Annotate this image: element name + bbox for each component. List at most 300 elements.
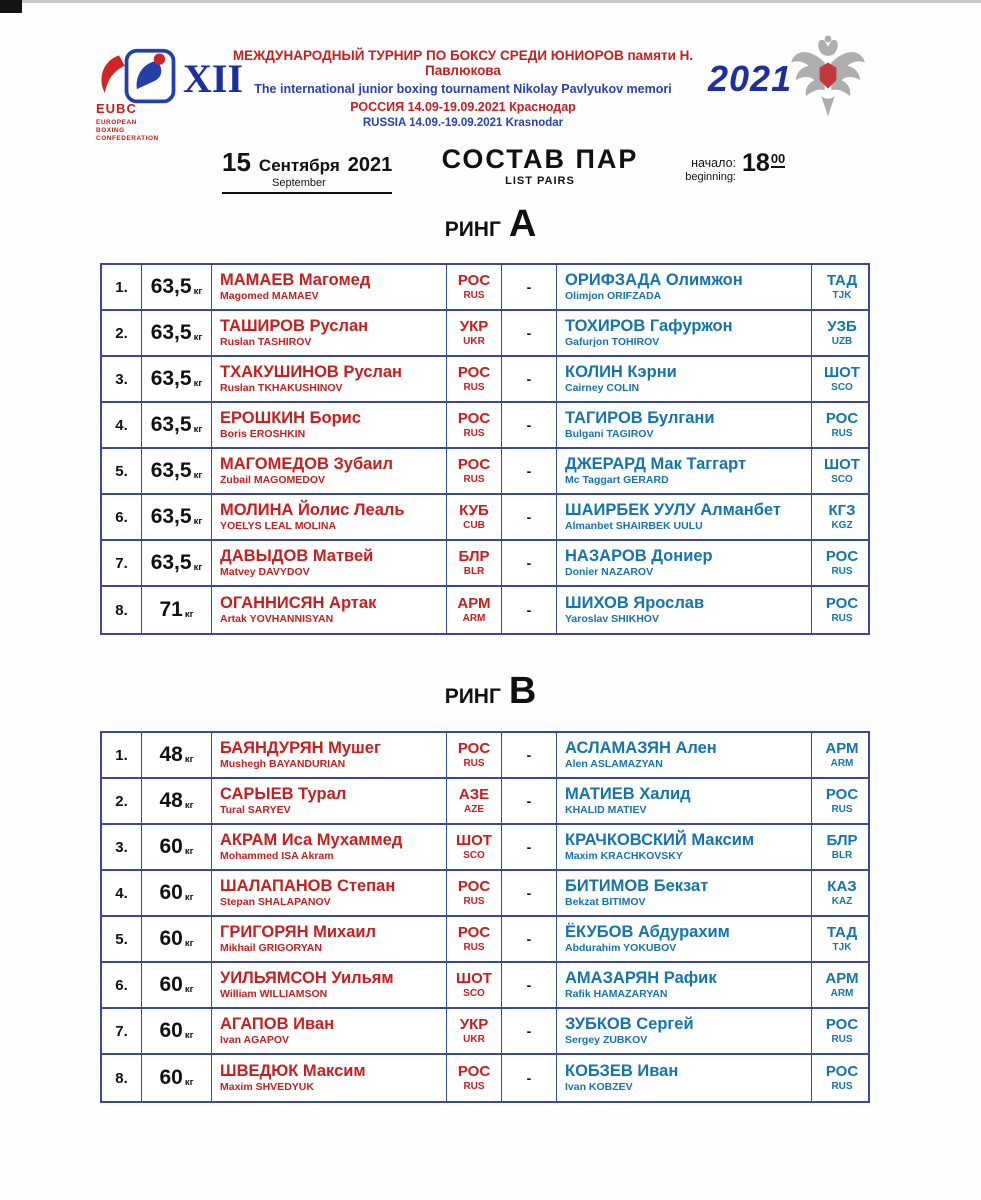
blue-country-code-latin: RUS (831, 428, 853, 439)
red-boxer-name: АГАПОВ Иван (220, 1015, 335, 1034)
weight-cell (142, 587, 212, 633)
blue-country-cell (812, 733, 872, 777)
red-boxer-cell (212, 357, 447, 401)
tournament-location-en: RUSSIA 14.09.-19.09.2021 Krasnodar (362, 117, 564, 129)
pair-row (102, 357, 868, 403)
red-boxer-name: МАГОМЕДОВ Зубаил (220, 455, 393, 474)
pair-row (102, 917, 868, 963)
blue-country-code: ШОТ (824, 364, 860, 381)
versus-dash: - (526, 602, 532, 618)
blue-country-code-latin: RUS (831, 804, 853, 815)
blue-boxer-name: МАТИЕВ Халид (565, 785, 691, 804)
pair-number: 1. (115, 746, 128, 764)
list-pairs-subtitle: LIST PAIRS (505, 175, 575, 187)
pair-number: 6. (115, 976, 128, 994)
blue-boxer-name: КРАЧКОВСКИЙ Максим (565, 831, 755, 850)
red-boxer-cell (212, 265, 447, 309)
blue-boxer-name-latin: Mc Taggart GERARD (565, 474, 669, 487)
pair-row (102, 587, 868, 633)
blue-country-code: РОС (825, 595, 859, 612)
weight-cell (142, 871, 212, 915)
red-country-code: РОС (457, 924, 491, 941)
weight-unit: кг (193, 286, 203, 297)
blue-boxer-cell (557, 733, 812, 777)
weight-unit: кг (193, 332, 203, 343)
date-day: 15 (222, 147, 251, 177)
red-boxer-cell (212, 449, 447, 493)
weight-cell (142, 541, 212, 585)
red-country-cell (447, 871, 502, 915)
red-boxer-name-latin: Ruslan TKHAKUSHINOV (220, 382, 343, 395)
blue-country-code-latin: RUS (831, 1034, 853, 1045)
red-boxer-name-latin: Mikhail GRIGORYAN (220, 942, 322, 955)
blue-boxer-cell (557, 587, 812, 633)
weight-unit: кг (193, 378, 203, 389)
weight-value: 48 (159, 743, 183, 766)
pair-number: 1. (115, 278, 128, 296)
edition-number: XII (183, 56, 244, 101)
red-boxer-name: ШВЕДЮК Максим (220, 1062, 366, 1081)
red-country-code-latin: SCO (463, 850, 485, 861)
ring-b-heading (0, 670, 981, 713)
eubc-org-line: EUROPEAN (96, 119, 137, 126)
blue-boxer-name: ТОХИРОВ Гафуржон (565, 317, 733, 336)
ring-b-pairs-table (100, 731, 870, 1103)
red-boxer-name-latin: Zubail MAGOMEDOV (220, 474, 325, 487)
pair-row (102, 871, 868, 917)
red-country-code-latin: SCO (463, 988, 485, 999)
red-boxer-name: ТХАКУШИНОВ Руслан (220, 363, 403, 382)
pair-row (102, 541, 868, 587)
weight-unit: кг (184, 984, 194, 995)
pair-number: 5. (115, 930, 128, 948)
weight-cell (142, 403, 212, 447)
weight-cell (142, 733, 212, 777)
weight-unit: кг (184, 1077, 194, 1088)
versus-dash: - (526, 463, 532, 479)
pair-number: 7. (115, 1022, 128, 1040)
blue-boxer-cell (557, 917, 812, 961)
blue-boxer-name: АМАЗАРЯН Рафик (565, 969, 717, 988)
versus-cell (502, 265, 557, 309)
list-pairs-title: СОСТАВ ПАР (441, 144, 639, 174)
red-country-cell (447, 541, 502, 585)
pair-row (102, 1009, 868, 1055)
red-country-code-latin: AZE (464, 804, 484, 815)
ring-word: РИНГ (444, 685, 501, 708)
pair-row (102, 733, 868, 779)
date-month-en: September (272, 177, 326, 189)
red-boxer-name-latin: Tural SARYEV (220, 804, 291, 817)
weight-unit: кг (193, 470, 203, 481)
pair-row (102, 779, 868, 825)
blue-boxer-name-latin: Almanbet SHAIRBEK UULU (565, 520, 703, 533)
weight-cell (142, 357, 212, 401)
tournament-location-ru: РОССИЯ 14.09-19.09.2021 Краснодар (350, 100, 576, 114)
versus-dash: - (526, 885, 532, 901)
pair-number-cell (102, 311, 142, 355)
red-boxer-cell (212, 779, 447, 823)
ring-letter: A (508, 203, 537, 245)
blue-country-cell (812, 871, 872, 915)
red-boxer-cell (212, 541, 447, 585)
weight-value: 60 (159, 973, 183, 996)
blue-boxer-name: БИТИМОВ Бекзат (565, 877, 709, 896)
pair-number-cell (102, 587, 142, 633)
red-country-code: ШОТ (456, 832, 492, 849)
blue-country-code-latin: UZB (831, 336, 853, 347)
weight-unit: кг (184, 754, 194, 765)
blue-boxer-name: ДЖЕРАРД Мак Таггарт (565, 455, 747, 474)
red-country-code: ШОТ (456, 970, 492, 987)
red-boxer-cell (212, 587, 447, 633)
red-country-cell (447, 403, 502, 447)
versus-cell (502, 825, 557, 869)
pair-number-cell (102, 917, 142, 961)
red-country-cell (447, 825, 502, 869)
scan-corner-artifact (0, 0, 22, 13)
tournament-title-ru: МЕЖДУНАРОДНЫЙ ТУРНИР ПО БОКСУ СРЕДИ ЮНИОРОВ памяти Н. Павлюкова (232, 48, 694, 78)
red-country-code: РОС (457, 456, 491, 473)
blue-boxer-name-latin: Rafik HAMAZARYAN (565, 988, 668, 1001)
weight-cell (142, 495, 212, 539)
pair-row (102, 1055, 868, 1101)
weight-cell (142, 1055, 212, 1101)
pair-number: 8. (115, 601, 128, 619)
blue-country-code-latin: BLR (831, 850, 853, 861)
pair-number-cell (102, 825, 142, 869)
pair-number-cell (102, 541, 142, 585)
blue-country-cell (812, 311, 872, 355)
pair-number-cell (102, 449, 142, 493)
red-boxer-name-latin: Artak YOVHANNISYAN (220, 613, 334, 626)
weight-cell (142, 779, 212, 823)
russia-emblem-icon (786, 34, 870, 133)
versus-cell (502, 1009, 557, 1053)
versus-dash: - (526, 1070, 532, 1086)
weight-cell (142, 449, 212, 493)
blue-country-code-latin: KAZ (831, 896, 853, 907)
weight-value: 63,5 (150, 459, 192, 482)
red-country-code: РОС (457, 1063, 491, 1080)
blue-country-cell (812, 917, 872, 961)
red-country-code-latin: RUS (463, 1081, 485, 1092)
red-boxer-name: БАЯНДУРЯН Мушег (220, 739, 381, 758)
blue-boxer-cell (557, 357, 812, 401)
blue-boxer-name: НАЗАРОВ Дониер (565, 547, 713, 566)
weight-unit: кг (193, 562, 203, 573)
red-country-code: РОС (457, 410, 491, 427)
red-boxer-name-latin: Ruslan TASHIROV (220, 336, 312, 349)
blue-boxer-name-latin: Olimjon ORIFZADA (565, 290, 662, 303)
blue-country-code: АРМ (825, 970, 859, 987)
versus-cell (502, 871, 557, 915)
red-country-code-latin: RUS (463, 758, 485, 769)
red-boxer-name-latin: Magomed MAMAEV (220, 290, 319, 303)
blue-boxer-cell (557, 265, 812, 309)
blue-boxer-name-latin: Bekzat BITIMOV (565, 896, 646, 909)
pair-row (102, 403, 868, 449)
blue-country-code-latin: SCO (831, 474, 853, 485)
blue-country-cell (812, 825, 872, 869)
blue-country-code-latin: RUS (831, 613, 853, 624)
blue-boxer-name-latin: Alen ASLAMAZYAN (565, 758, 663, 771)
versus-dash: - (526, 747, 532, 763)
red-country-code: БЛР (458, 548, 490, 565)
tournament-header (212, 48, 714, 129)
red-boxer-name-latin: Ivan AGAPOV (220, 1034, 290, 1047)
weight-value: 63,5 (150, 505, 192, 528)
weight-value: 63,5 (150, 275, 192, 298)
blue-country-code: РОС (825, 410, 859, 427)
start-hour: 18 (742, 149, 770, 177)
red-country-code-latin: RUS (463, 474, 485, 485)
weight-cell (142, 1009, 212, 1053)
blue-country-code-latin: TJK (832, 290, 852, 301)
versus-dash: - (526, 325, 532, 341)
versus-cell (502, 587, 557, 633)
eubc-org-name (96, 119, 184, 143)
blue-boxer-cell (557, 963, 812, 1007)
red-country-code: АРМ (457, 595, 491, 612)
eubc-org-line: CONFEDERATION (96, 135, 159, 142)
weight-unit: кг (184, 892, 194, 903)
pair-number: 3. (115, 370, 128, 388)
blue-country-code: ТАД (826, 272, 858, 289)
pair-number: 3. (115, 838, 128, 856)
red-country-cell (447, 357, 502, 401)
blue-country-code: РОС (825, 1016, 859, 1033)
red-country-cell (447, 1055, 502, 1101)
versus-dash: - (526, 279, 532, 295)
red-country-code: УКР (459, 318, 489, 335)
versus-dash: - (526, 417, 532, 433)
red-country-code: АЗЕ (458, 786, 490, 803)
red-boxer-cell (212, 311, 447, 355)
red-country-cell (447, 449, 502, 493)
blue-boxer-cell (557, 779, 812, 823)
weight-value: 63,5 (150, 321, 192, 344)
versus-cell (502, 779, 557, 823)
weight-unit: кг (184, 800, 194, 811)
pair-number-cell (102, 495, 142, 539)
red-boxer-name-latin: Maxim SHVEDYUK (220, 1081, 314, 1094)
blue-boxer-name: КОБЗЕВ Иван (565, 1062, 679, 1081)
pair-number: 7. (115, 554, 128, 572)
red-boxer-cell (212, 963, 447, 1007)
weight-value: 63,5 (150, 367, 192, 390)
red-boxer-name: ГРИГОРЯН Михаил (220, 923, 377, 942)
pair-number-cell (102, 1055, 142, 1101)
blue-country-code-latin: TJK (832, 942, 852, 953)
pair-row (102, 265, 868, 311)
red-country-cell (447, 265, 502, 309)
blue-country-code: АРМ (825, 740, 859, 757)
red-boxer-name: ОГАННИСЯН Артак (220, 594, 377, 613)
weight-unit: кг (193, 424, 203, 435)
red-boxer-cell (212, 917, 447, 961)
versus-dash: - (526, 1023, 532, 1039)
red-country-code: РОС (457, 272, 491, 289)
blue-boxer-name: АСЛАМАЗЯН Ален (565, 739, 717, 758)
blue-country-code: ШОТ (824, 456, 860, 473)
weight-value: 63,5 (150, 551, 192, 574)
blue-boxer-name: КОЛИН Кэрни (565, 363, 677, 382)
ring-a-heading (0, 203, 981, 246)
red-country-code: УКР (459, 1016, 489, 1033)
weight-unit: кг (184, 846, 194, 857)
blue-country-cell (812, 1009, 872, 1053)
weight-cell (142, 963, 212, 1007)
red-country-code-latin: UKR (463, 1034, 485, 1045)
weight-unit: кг (184, 1030, 194, 1041)
pair-number-cell (102, 265, 142, 309)
weight-cell (142, 265, 212, 309)
pair-number-cell (102, 357, 142, 401)
pair-number: 4. (115, 884, 128, 902)
versus-cell (502, 733, 557, 777)
eubc-logo (92, 46, 184, 143)
ring-word: РИНГ (444, 218, 501, 241)
red-boxer-name-latin: Boris EROSHKIN (220, 428, 306, 441)
blue-boxer-cell (557, 403, 812, 447)
blue-boxer-name: ОРИФЗАДА Олимжон (565, 271, 743, 290)
blue-country-cell (812, 541, 872, 585)
blue-boxer-cell (557, 449, 812, 493)
start-time (742, 149, 785, 178)
red-country-cell (447, 311, 502, 355)
pair-row (102, 495, 868, 541)
red-boxer-name: ШАЛАПАНОВ Степан (220, 877, 396, 896)
eubc-abbr: EUBC (96, 101, 137, 116)
blue-boxer-name-latin: Yaroslav SHIKHOV (565, 613, 659, 626)
blue-country-code: РОС (825, 786, 859, 803)
blue-country-code-latin: ARM (830, 758, 854, 769)
blue-boxer-name-latin: Donier NAZAROV (565, 566, 654, 579)
red-country-cell (447, 495, 502, 539)
red-country-code-latin: RUS (463, 290, 485, 301)
blue-boxer-cell (557, 541, 812, 585)
pair-row (102, 449, 868, 495)
blue-boxer-name-latin: Gafurjon TOHIROV (565, 336, 660, 349)
start-minutes: 00 (770, 151, 786, 166)
date-month: Сентября (258, 156, 340, 175)
blue-country-cell (812, 779, 872, 823)
blue-boxer-cell (557, 311, 812, 355)
red-boxer-cell (212, 825, 447, 869)
weight-value: 60 (159, 927, 183, 950)
versus-dash: - (526, 371, 532, 387)
red-country-code-latin: CUB (463, 520, 485, 531)
red-country-code-latin: ARM (462, 613, 486, 624)
pair-row (102, 825, 868, 871)
blue-boxer-name-latin: Bulgani TAGIROV (565, 428, 654, 441)
blue-boxer-cell (557, 1009, 812, 1053)
weight-unit: кг (184, 609, 194, 620)
year-badge: 2021 (708, 58, 793, 99)
red-boxer-cell (212, 871, 447, 915)
blue-country-code-latin: ARM (830, 988, 854, 999)
versus-cell (502, 963, 557, 1007)
weight-value: 48 (159, 789, 183, 812)
blue-country-cell (812, 587, 872, 633)
blue-country-code: РОС (825, 1063, 859, 1080)
blue-country-code: КГЗ (828, 502, 856, 519)
blue-country-code: УЗБ (827, 318, 857, 335)
weight-unit: кг (193, 516, 203, 527)
red-boxer-name: САРЫЕВ Турал (220, 785, 347, 804)
red-boxer-cell (212, 495, 447, 539)
start-label-en: beginning: (685, 171, 736, 183)
pair-row (102, 963, 868, 1009)
eubc-org-line: BOXING (96, 127, 125, 134)
red-country-cell (447, 779, 502, 823)
weight-value: 63,5 (150, 413, 192, 436)
blue-country-code: ТАД (826, 924, 858, 941)
blue-boxer-name-latin: Cairney COLIN (565, 382, 640, 395)
pair-number-cell (102, 733, 142, 777)
versus-cell (502, 311, 557, 355)
versus-dash: - (526, 509, 532, 525)
blue-boxer-name-latin: Sergey ZUBKOV (565, 1034, 648, 1047)
blue-boxer-name-latin: Ivan KOBZEV (565, 1081, 633, 1094)
blue-boxer-name: ЗУБКОВ Сергей (565, 1015, 694, 1034)
blue-boxer-name-latin: KHALID MATIEV (565, 804, 647, 817)
blue-boxer-name-latin: Maxim KRACHKOVSKY (565, 850, 683, 863)
red-country-cell (447, 1009, 502, 1053)
ring-letter: B (508, 670, 537, 712)
pair-number: 4. (115, 416, 128, 434)
blue-boxer-cell (557, 495, 812, 539)
red-boxer-cell (212, 733, 447, 777)
event-date (222, 147, 392, 194)
pair-number-cell (102, 1009, 142, 1053)
red-boxer-name-latin: Mushegh BAYANDURIAN (220, 758, 346, 771)
versus-cell (502, 917, 557, 961)
red-boxer-name-latin: YOELYS LEAL MOLINA (220, 520, 337, 533)
versus-dash: - (526, 931, 532, 947)
blue-boxer-cell (557, 825, 812, 869)
red-country-cell (447, 963, 502, 1007)
blue-country-cell (812, 449, 872, 493)
pair-number-cell (102, 963, 142, 1007)
red-country-code-latin: RUS (463, 382, 485, 393)
red-boxer-cell (212, 1009, 447, 1053)
scan-edge-artifact (0, 0, 981, 3)
red-boxer-name: ЕРОШКИН Борис (220, 409, 361, 428)
red-boxer-name: ТАШИРОВ Руслан (220, 317, 369, 336)
pair-number: 5. (115, 462, 128, 480)
blue-country-code: РОС (825, 548, 859, 565)
blue-boxer-name-latin: Abdurahim YOKUBOV (565, 942, 677, 955)
red-country-cell (447, 587, 502, 633)
blue-boxer-name: ЁКУБОВ Абдурахим (565, 923, 730, 942)
weight-cell (142, 311, 212, 355)
event-date-line (222, 147, 392, 178)
red-country-code-latin: BLR (463, 566, 485, 577)
blue-boxer-name: ТАГИРОВ Булгани (565, 409, 715, 428)
red-boxer-cell (212, 1055, 447, 1101)
start-time-label (648, 156, 736, 183)
weight-value: 60 (159, 1066, 183, 1089)
versus-cell (502, 1055, 557, 1101)
red-boxer-name-latin: Mohammed ISA Akram (220, 850, 334, 863)
red-country-code-latin: UKR (463, 336, 485, 347)
weight-value: 60 (159, 835, 183, 858)
red-boxer-name: АКРАМ Иса Мухаммед (220, 831, 403, 850)
blue-country-cell (812, 1055, 872, 1101)
red-boxer-name-latin: Stepan SHALAPANOV (220, 896, 331, 909)
